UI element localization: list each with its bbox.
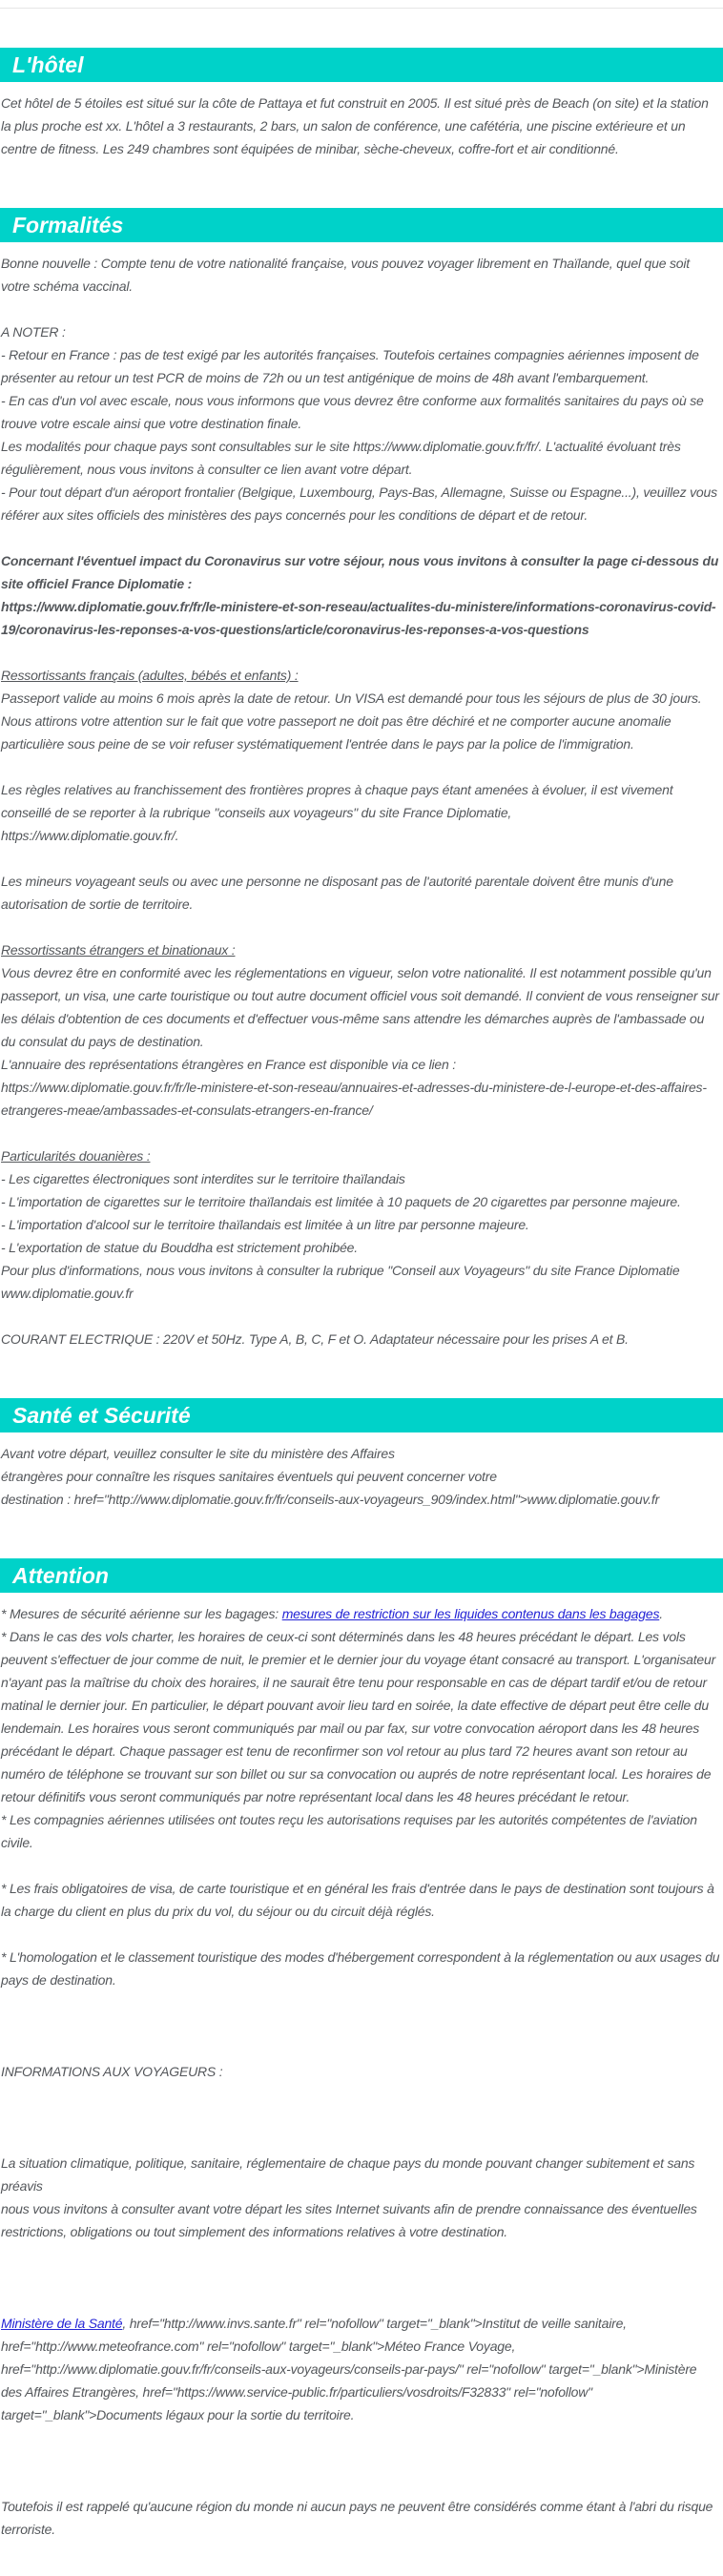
spacer [1,1923,721,1946]
text-run: Passeport valide au moins 6 mois après la date de retour. Un VISA est demandé pour tous les séjours de plus de 30 jours. Nous attirons votre attention sur le fait que votre passeport ne doit pas être déchiré et ne comporter aucune anomalie particulière sous peine de se voir refuser systématiquement l'entrée dans le pays par la police de l'immigration. [1,690,702,752]
section-title: L'hôtel [12,52,84,77]
text-run: https://www.diplomatie.gouv.fr/. [1,828,179,843]
text-run: Concernant l'éventuel impact du Coronavirus sur votre séjour, nous vous invitons à consulter la page ci-dessous du site officiel France Diplomatie : [1,553,719,591]
text-run: Cet hôtel de 5 étoiles est situé sur la côte de Pattaya et fut construit en 2005. Il est situé près de Beach (on site) et la station la plus proche est xx. L'hôtel a 3 restaurants, 2 bars, un salon de conférence, une cafétéria, une piscine extérieure et un centre de fitness. Les 249 chambres sont équipées de minibar, sèche-cheveux, coffre-fort et air conditionné. [1,95,709,156]
section-header-sante-securite [0,1398,723,1432]
section-title: Attention [12,1562,109,1588]
spacer [1,2243,721,2312]
underlined-heading: Ressortissants étrangers et binationaux : [1,942,236,958]
text-run: - Retour en France : pas de test exigé par les autorités françaises. Toutefois certaines compagnies aériennes imposent de présenter au retour un test PCR de moins de 72h ou un test antigénique de moins de 48h avant l'embarquement. [1,347,699,385]
paragraph [1,252,721,298]
spacer [1,298,721,320]
spacer [1,847,721,870]
text-run: Vous devrez être en conformité avec les réglementations en vigueur, selon votre nationalité. Il est notamment possible qu'un passeport, un visa, une carte touristique ou tout autre document officiel vous soit demandé. Il convient de vous renseigner sur les délais d'obtention de ces documents et d'effectuer vous-même sans attendre les démarches auprès de l'ambassade ou du consulat du pays de destination. [1,965,719,1049]
text-run: Pour plus d'informations, nous vous invitons à consulter la rubrique "Conseil aux Voyageurs" du site France Diplomatie www.diplomatie.gouv.fr [1,1263,680,1301]
section-header-attention [0,1558,723,1593]
paragraph [1,1144,721,1305]
top-divider [0,8,723,9]
paragraph [1,92,721,160]
text-run: - L'importation d'alcool sur le territoire thaïlandais est limitée à un litre par personne majeure. [1,1217,529,1232]
spacer [1,2083,721,2152]
text-run: L'annuaire des représentations étrangères en France est disponible via ce lien : [1,1057,456,1072]
text-run: - Pour tout départ d'un aéroport frontalier (Belgique, Luxembourg, Pays-Bas, Allemagne, Suisse ou Espagne...), veuillez vous référer aux sites officiels des ministères des pays concernés pour les conditions de départ et de retour. [1,484,717,523]
paragraph [1,320,721,526]
section-content [0,252,723,1350]
text-run: Les modalités pour chaque pays sont consultables sur le site https://www.diplomatie.gouv.fr/fr/. L'actualité évoluant très régulièrement, nous vous invitons à consulter ce lien avant votre départ. [1,439,681,477]
text-run: - L'importation de cigarettes sur le territoire thaïlandais est limitée à 10 paquets de 20 cigarettes par personne majeure. [1,1194,681,1209]
text-run: * Dans le cas des vols charter, les horaires de ceux-ci sont déterminés dans les 48 heures précédant le départ. Les vols peuvent s'effectuer de jour comme de nuit, le premier et le dernier jour du voyage étant consacré au transport. L'organisateur n'ayant pas la maîtrise du choix des horaires, il ne saurait être tenu pour responsable en cas de départ tardif et/ou de retour matinal le dernier jour. En particulier, le départ pouvant avoir lieu tard en soirée, la date effective de départ peut être celle du lendemain. Les horaires vous seront communiqués par mail ou par fax, sur votre convocation aéroport dans les 48 heures précédant le départ. Chaque passager est tenu de reconfirmer son vol retour au plus tard 72 heures avant son retour au numéro de téléphone se trouvant sur son billet ou sur sa convocation ou auprés de notre représentant local. Les horaires de retour définitifs vous seront communiqués par notre représentant local dans les 48 heures précédant le retour. [1,1629,716,1804]
spacer [1,641,721,664]
text-run: * L'homologation et le classement touristique des modes d'hébergement correspondent à la réglementation ou aux usages du pays de destination. [1,1949,720,1988]
text-run: - Les cigarettes électroniques sont interdites sur le territoire thaïlandais [1,1171,405,1186]
section-content [0,92,723,160]
paragraph [1,2060,721,2083]
section-hotel [0,48,723,160]
travel-info-page [0,8,723,2576]
text-run: , href="http://www.invs.sante.fr" rel="nofollow" target="_blank">Institut de veille sanitaire, [122,2316,627,2331]
text-run: Avant votre départ, veuillez consulter le site du ministère des Affaires [1,1446,395,1461]
text-run: * Les compagnies aériennes utilisées ont toutes reçu les autorisations requises par les autorités compétentes de l'aviation civile. [1,1812,697,1850]
section-formalites [0,208,723,1350]
spacer [1,916,721,938]
text-run: Bonne nouvelle : Compte tenu de votre nationalité française, vous pouvez voyager librement en Thaïlande, quel que soit votre schéma vaccinal. [1,256,690,294]
text-run: COURANT ELECTRIQUE : 220V et 50Hz. Type A, B, C, F et O. Adaptateur nécessaire pour les prises A et B. [1,1331,629,1347]
spacer [1,1122,721,1144]
text-run: . [659,1606,663,1621]
section-header-formalites [0,208,723,242]
section-header-hotel [0,48,723,82]
text-run: https://www.diplomatie.gouv.fr/fr/le-ministere-et-son-reseau/actualites-du-ministere/informations-coronavirus-covid-19/coronavirus-les-reponses-a-vos-questions/article/coronavirus-les-reponses-a-vos-questions [1,599,716,637]
text-run: Les règles relatives au franchissement des frontières propres à chaque pays étant amenées à évoluer, il est vivement conseillé de se reporter à la rubrique "conseils aux voyageurs" du site France Diplomatie, [1,782,673,820]
paragraph [1,938,721,1122]
text-run: étrangères pour connaître les risques sanitaires éventuels qui peuvent concerner votre [1,1469,497,1484]
underlined-heading: Ressortissants français (adultes, bébés et enfants) : [1,668,299,683]
inline-link[interactable]: Ministère de la Santé [1,2316,123,2331]
text-run: - En cas d'un vol avec escale, nous vous informons que vous devrez être conforme aux formalités sanitaires du pays où se trouve votre escale ainsi que votre destination finale. [1,393,704,431]
section-content [0,1442,723,1511]
spacer [1,2426,721,2495]
section-title: Santé et Sécurité [12,1402,191,1428]
paragraph [1,870,721,916]
section-sante-securite [0,1398,723,1511]
inline-link[interactable]: mesures de restriction sur les liquides contenus dans les bagages [281,1606,660,1621]
text-run: INFORMATIONS AUX VOYAGEURS : [1,2064,223,2079]
spacer [1,1854,721,1877]
paragraph [1,778,721,847]
spacer [1,1305,721,1328]
section-title: Formalités [12,212,124,237]
paragraph [1,1602,721,1854]
text-run: https://www.diplomatie.gouv.fr/fr/le-ministere-et-son-reseau/annuaires-et-adresses-du-ministere-de-l-europe-et-des-affaires-etrangeres-meae/ambassades-et-consulats-etrangers-en-france/ [1,1080,707,1118]
text-run: La situation climatique, politique, sanitaire, réglementaire de chaque pays du monde pouvant changer subitement et sans préavis [1,2155,695,2194]
paragraph [1,1442,721,1511]
spacer [1,1991,721,2060]
section-content [0,1602,723,2567]
text-run: Les mineurs voyageant seuls ou avec une personne ne disposant pas de l'autorité parentale doivent être munis d'une autorisation de sortie de territoire. [1,874,673,912]
paragraph [1,2312,721,2426]
paragraph [1,1946,721,1991]
paragraph [1,1328,721,1350]
text-run: destination : href="http://www.diplomatie.gouv.fr/fr/conseils-aux-voyageurs_909/index.html">www.diplomatie.gouv.fr [1,1492,660,1507]
spacer [1,526,721,549]
text-run: - L'exportation de statue du Bouddha est strictement prohibée. [1,1240,358,1255]
text-run: * Mesures de sécurité aérienne sur les bagages: [1,1606,282,1621]
paragraph [1,664,721,755]
text-run: Toutefois il est rappelé qu'aucune région du monde ni aucun pays ne peuvent être considérés comme étant à l'abri du risque terroriste. [1,2499,713,2537]
spacer [1,755,721,778]
underlined-heading: Particularités douanières : [1,1148,151,1164]
text-run: href="http://www.meteofrance.com" rel="nofollow" target="_blank">Méteo France Voyage, [1,2339,516,2354]
travel-info-document [0,48,723,2567]
paragraph [1,2152,721,2243]
paragraph [1,549,721,641]
text-run: * Les frais obligatoires de visa, de carte touristique et en général les frais d'entrée dans le pays de destination sont toujours à la charge du client en plus du prix du vol, du séjour ou du circuit déjà réglés. [1,1881,714,1919]
text-run: nous vous invitons à consulter avant votre départ les sites Internet suivants afin de prendre connaissance des éventuelles restrictions, obligations ou tout simplement des informations relatives à votre destination. [1,2201,697,2239]
text-run: href="http://www.diplomatie.gouv.fr/fr/conseils-aux-voyageurs/conseils-par-pays/" rel="nofollow" target="_blank">Ministère des Affaires Etrangères, href="https://www.service-public.fr/particuliers/vosdroits/F32833" rel="nofollow" target="_blank">Documents légaux pour la sortie du territoire. [1,2361,697,2422]
paragraph [1,2495,721,2541]
paragraph [1,1877,721,1923]
text-run: A NOTER : [1,324,66,340]
section-attention [0,1558,723,2567]
